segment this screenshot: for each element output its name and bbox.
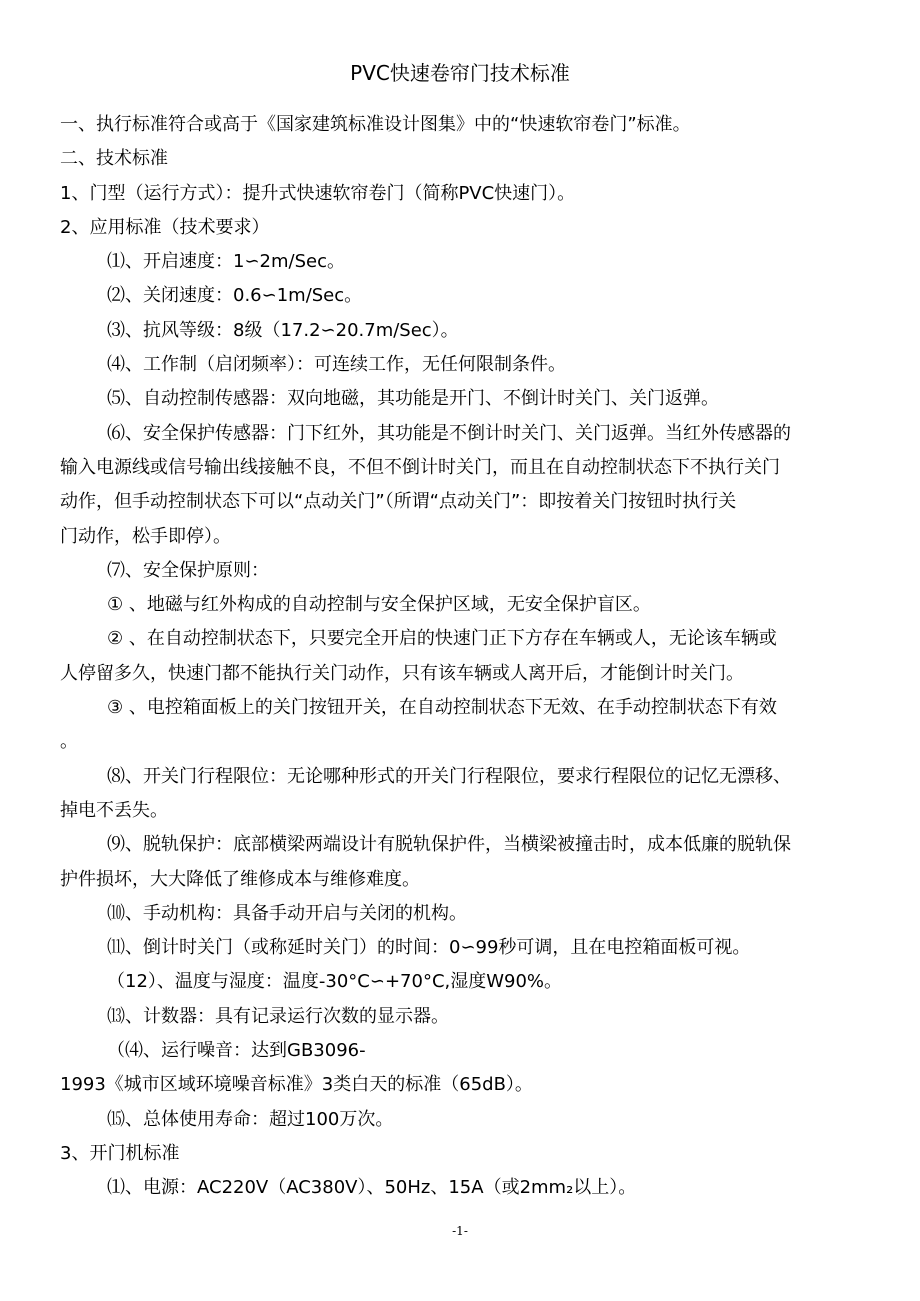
principle-1: ① 、地磁与红外构成的自动控制与安全保护区域，无安全保护盲区。 [107, 594, 651, 616]
spec-power-supply: ⑴、电源：AC220V（AC380V）、50Hz、15A（或2mm₂以上）。 [107, 1177, 637, 1199]
spec-closing-speed: ⑵、关闭速度：0.6∽1m/Sec。 [107, 285, 363, 307]
spec-wind-resistance: ⑶、抗风等级：8级（17.2∽20.7m/Sec）。 [107, 319, 459, 341]
document-title: PVC快速卷帘门技术标准 [350, 61, 570, 85]
spec-safety-sensor-cont-1: 输入电源线或信号输出线接触不良，不但不倒计时关门，而且在自动控制状态下不执行关门 [60, 456, 780, 478]
spec-derail-protection-cont: 护件损坏，大大降低了维修成本与维修难度。 [60, 868, 420, 890]
spec-temperature-humidity: （12）、温度与湿度：温度-30°C∽+70°C,湿度W90%。 [107, 971, 563, 993]
principle-3-cont: 。 [60, 731, 78, 753]
spec-safety-sensor-cont-3: 门动作，松手即停）。 [60, 525, 231, 547]
spec-duty-cycle: ⑷、工作制（启闭频率）：可连续工作，无任何限制条件。 [107, 354, 566, 376]
page-number: -1- [452, 1224, 468, 1238]
spec-counter: ⒀、计数器：具有记录运行次数的显示器。 [107, 1005, 449, 1027]
item-3-door-operator-standard: 3、开门机标准 [60, 1142, 180, 1164]
section-2-heading: 二、技术标准 [60, 148, 168, 170]
document-body [60, 108, 860, 1206]
spec-noise-cont: 1993《城市区域环境噪音标准》3类白天的标准（65dB）。 [60, 1074, 533, 1096]
item-1-door-type: 1、门型（运行方式）：提升式快速软帘卷门（简称PVC快速门）。 [60, 182, 576, 204]
spec-auto-control-sensor: ⑸、自动控制传感器：双向地磁，其功能是开门、不倒计时关门、关门返弹。 [107, 388, 719, 410]
spec-safety-sensor: ⑹、安全保护传感器：门下红外，其功能是不倒计时关门、关门返弹。当红外传感器的 [107, 422, 791, 444]
item-2-application-standard: 2、应用标准（技术要求） [60, 216, 270, 238]
clause-1-execution-standard: 一、执行标准符合或高于《国家建筑标准设计图集》中的“快速软帘卷门”标准。 [60, 114, 691, 135]
spec-safety-sensor-cont-2: 动作，但手动控制状态下可以“点动关门”（所谓“点动关门”：即按着关门按钮时执行关 [60, 491, 737, 513]
principle-3: ③ 、电控箱面板上的关门按钮开关，在自动控制状态下无效、在手动控制状态下有效 [107, 697, 777, 719]
spec-derail-protection: ⑼、脱轨保护：底部横梁两端设计有脱轨保护件，当横梁被撞击时，成本低廉的脱轨保 [107, 834, 791, 856]
spec-travel-limit-cont: 掉电不丢失。 [60, 799, 168, 821]
spec-noise: （⑷、运行噪音：达到GB3096- [107, 1040, 366, 1062]
principle-2: ② 、在自动控制状态下，只要完全开启的快速门正下方存在车辆或人，无论该车辆或 [107, 628, 777, 650]
spec-travel-limit: ⑻、开关门行程限位：无论哪种形式的开关门行程限位，要求行程限位的记忆无漂移、 [107, 765, 791, 787]
spec-safety-principle: ⑺、安全保护原则： [107, 559, 269, 581]
spec-opening-speed: ⑴、开启速度：1∽2m/Sec。 [107, 251, 345, 273]
spec-manual-mechanism: ⑽、手动机构：具备手动开启与关闭的机构。 [107, 902, 467, 924]
principle-2-cont: 人停留多久，快速门都不能执行关门动作，只有该车辆或人离开后，才能倒计时关门。 [60, 662, 744, 684]
spec-service-life: ⒂、总体使用寿命：超过100万次。 [107, 1108, 394, 1130]
spec-countdown-close: ⑾、倒计时关门（或称延时关门）的时间：0∽99秒可调，且在电控箱面板可视。 [107, 937, 751, 959]
